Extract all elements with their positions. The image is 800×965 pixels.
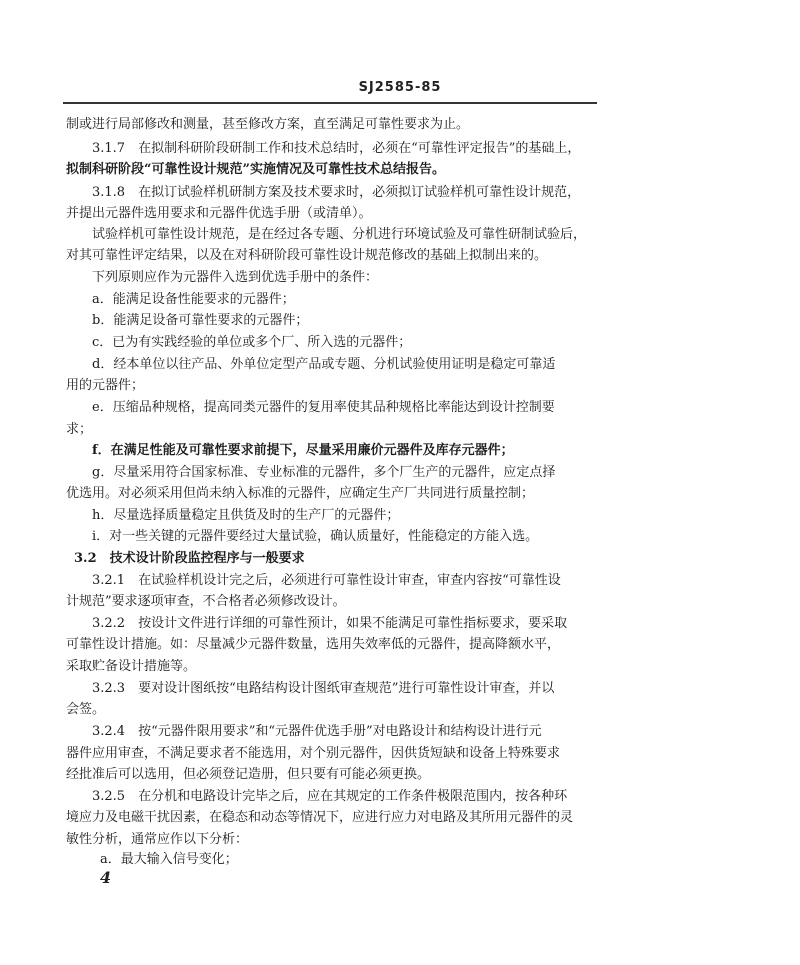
- text-line: 试验样机可靠性设计规范，是在经过各专题、分机进行环境试验及可靠性研制试验后，: [92, 227, 587, 242]
- text-line: 采取贮备设计措施等。: [66, 659, 197, 674]
- text-line: 下列原则应作为元器件入选到优选手册中的条件：: [92, 270, 379, 285]
- list-item-h: h．尽量选择质量稳定且供货及时的生产厂的元器件；: [92, 508, 400, 523]
- header-rule: [63, 102, 597, 104]
- section-heading-3-2: 3.2 技术设计阶段监控程序与一般要求: [74, 551, 305, 566]
- list-item-f: f．在满足性能及可靠性要求前提下，尽量采用廉价元器件及库存元器件；: [92, 443, 514, 458]
- list-item-a-2: a．最大输入信号变化；: [100, 852, 238, 867]
- clause-3-2-4: 3.2.4 按“元器件限用要求”和“元器件优选手册”对电路设计和结构设计进行元: [92, 724, 542, 739]
- text-line: 用的元器件；: [66, 378, 145, 393]
- text-line: 拟制科研阶段“可靠性设计规范”实施情况及可靠性技术总结报告。: [66, 162, 445, 177]
- page-number: 4: [100, 868, 112, 887]
- text-line: 并提出元器件选用要求和元器件优选手册（或清单）。: [66, 206, 372, 221]
- list-item-d: d．经本单位以往产品、外单位定型产品或专题、分机试验使用证明是稳定可靠适: [92, 357, 556, 372]
- text-line: 敏性分析，通常应作以下分析：: [66, 832, 249, 847]
- list-item-e: e．压缩品种规格，提高同类元器件的复用率使其品种规格比率能达到设计控制要: [92, 400, 555, 415]
- clause-3-1-7: 3.1.7 在拟制科研阶段研制工作和技术总结时，必须在“可靠性评定报告”的基础上，: [92, 141, 581, 156]
- clause-3-2-5: 3.2.5 在分机和电路设计完毕之后，应在其规定的工作条件极限范围内，按各种环: [92, 789, 568, 804]
- text-line: 对其可靠性评定结果，以及在对科研阶段可靠性设计规范修改的基础上拟制出来的。: [66, 248, 548, 263]
- text-line: 器件应用审查，不满足要求者不能选用，对个别元器件，因供货短缺和设备上特殊要求: [66, 746, 561, 761]
- text-line: 优选用。对必须采用但尚未纳入标准的元器件，应确定生产厂共同进行质量控制；: [66, 486, 535, 501]
- text-line: 计规范”要求逐项审查，不合格者必须修改设计。: [66, 594, 346, 609]
- list-item-g: g．尽量采用符合国家标准、专业标准的元器件，多个厂生产的元器件，应定点择: [92, 465, 556, 480]
- list-item-b: b．能满足设备可靠性要求的元器件；: [92, 313, 309, 328]
- text-line: 可靠性设计措施。如：尽量减少元器件数量，选用失效率低的元器件，提高降额水平，: [66, 637, 561, 652]
- text-line: 境应力及电磁干扰因素，在稳态和动态等情况下，应进行应力对电路及其所用元器件的灵: [66, 810, 574, 825]
- text-line: 制或进行局部修改和测量，甚至修改方案，直至满足可靠性要求为止。: [66, 117, 470, 132]
- list-item-i: i．对一些关键的元器件要经过大量试验，确认质量好，性能稳定的方能入选。: [92, 529, 539, 544]
- text-line: 求；: [66, 422, 93, 437]
- list-item-c: c．已为有实践经验的单位或多个厂、所入选的元器件；: [92, 335, 412, 350]
- clause-3-1-8: 3.1.8 在拟订试验样机研制方案及技术要求时，必须拟订试验样机可靠性设计规范，: [92, 185, 581, 200]
- clause-3-2-3: 3.2.3 要对设计图纸按“电路结构设计图纸审查规范”进行可靠性设计审查，并以: [92, 681, 555, 696]
- list-item-a: a．能满足设备性能要求的元器件；: [92, 292, 295, 307]
- clause-3-2-1: 3.2.1 在试验样机设计完之后，必须进行可靠性设计审查，审查内容按“可靠性设: [92, 573, 561, 588]
- text-line: 经批准后可以选用，但必须登记造册，但只要有可能必须更换。: [66, 767, 431, 782]
- standard-code-header: SJ2585-85: [358, 80, 442, 95]
- clause-3-2-2: 3.2.2 按设计文件进行详细的可靠性预计，如果不能满足可靠性指标要求，要采取: [92, 616, 568, 631]
- text-line: 会签。: [66, 702, 106, 717]
